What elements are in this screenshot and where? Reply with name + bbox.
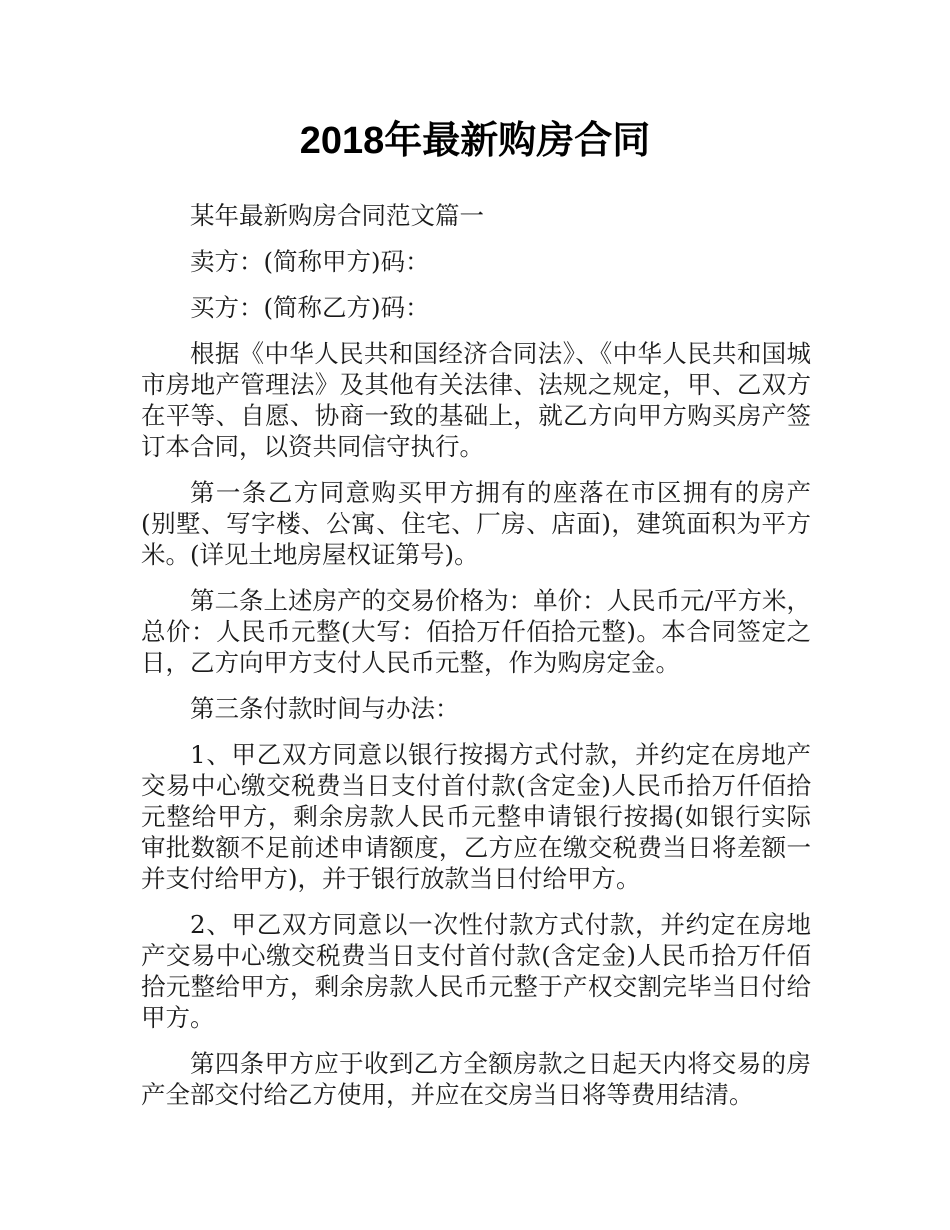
paragraph-article-3-item-2: 2、甲乙双方同意以一次性付款方式付款，并约定在房地产交易中心缴交税费当日支付首付款(含定金)人民币拾万仟佰拾元整给甲方，剩余房款人民币元整于产权交割完毕当日付给甲方。: [141, 910, 811, 1032]
paragraph-preamble: 根据《中华人民共和国经济合同法》、《中华人民共和国城市房地产管理法》及其他有关法律、法规之规定，甲、乙双方在平等、自愿、协商一致的基础上，就乙方向甲方购买房产签订本合同，以资共同信守执行。: [141, 339, 811, 461]
paragraph-article-4: 第四条甲方应于收到乙方全额房款之日起天内将交易的房产全部交付给乙方使用，并应在交房当日将等费用结清。: [141, 1049, 811, 1109]
paragraph-article-1: 第一条乙方同意购买甲方拥有的座落在市区拥有的房产(别墅、写字楼、公寓、住宅、厂房、店面)，建筑面积为平方米。(详见土地房屋权证第号)。: [141, 478, 811, 569]
document-title: 2018年最新购房合同: [299, 120, 651, 162]
paragraph-article-3: 第三条付款时间与办法：: [190, 694, 460, 723]
paragraph-article-3-item-1: 1、甲乙双方同意以银行按揭方式付款，并约定在房地产交易中心缴交税费当日支付首付款(含定金)人民币拾万仟佰拾元整给甲方，剩余房款人民币元整申请银行按揭(如银行实际审批数额不足前述申请额度，乙方应在缴交税费当日将差额一并支付给甲方)，并于银行放款当日付给甲方。: [141, 740, 811, 893]
document-body: [141, 200, 811, 1125]
paragraph-buyer: 买方：(简称乙方)码：: [190, 293, 430, 322]
paragraph-heading: 某年最新购房合同范文篇一: [190, 201, 484, 230]
paragraph-article-2: 第二条上述房产的交易价格为：单价：人民币元/平方米，总价：人民币元整(大写：佰拾万仟佰拾元整)。本合同签定之日，乙方向甲方支付人民币元整，作为购房定金。: [141, 586, 811, 677]
paragraph-seller: 卖方：(简称甲方)码：: [190, 247, 430, 276]
